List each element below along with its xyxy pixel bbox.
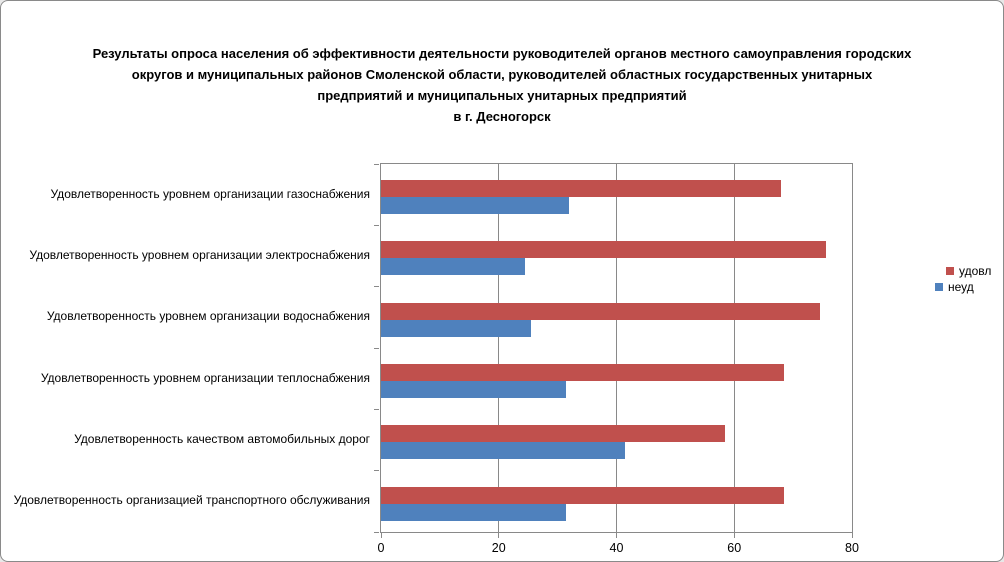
x-tick-label: 40 (609, 541, 624, 555)
y-tick-mark (374, 225, 379, 226)
gridline (616, 164, 617, 532)
legend (935, 263, 991, 295)
legend-item (946, 263, 991, 279)
chart-title-line: предприятий и муниципальных унитарных предприятий (317, 88, 687, 103)
bar-удовл (381, 180, 781, 197)
bar-неуд (381, 442, 625, 459)
legend-label: удовл (959, 264, 992, 278)
legend-label: неуд (948, 280, 974, 294)
legend-swatch (935, 283, 943, 291)
category-axis-labels (3, 163, 374, 531)
bar-неуд (381, 197, 569, 214)
y-tick-mark (374, 532, 379, 533)
gridline (734, 164, 735, 532)
bar-неуд (381, 320, 531, 337)
bar-удовл (381, 425, 725, 442)
category-label: Удовлетворенность качеством автомобильных дорог (74, 431, 370, 446)
bar-удовл (381, 364, 784, 381)
chart-title-line: Результаты опроса населения об эффективности деятельности руководителей органов местного самоуправления городских (92, 46, 912, 61)
x-tick-label: 60 (727, 541, 742, 555)
bar-удовл (381, 303, 820, 320)
bar-удовл (381, 487, 784, 504)
y-tick-mark (374, 470, 379, 471)
legend-swatch (946, 267, 954, 275)
category-label: Удовлетворенность уровнем организации электроснабжения (29, 247, 370, 262)
x-tick-mark (734, 533, 735, 538)
category-label: Удовлетворенность уровнем организации газоснабжения (50, 186, 370, 201)
bar-удовл (381, 241, 826, 258)
plot-area (377, 163, 859, 555)
y-tick-mark (374, 164, 379, 165)
legend-item (935, 279, 991, 295)
x-tick-mark (852, 533, 853, 538)
category-label: Удовлетворенность организацией транспортного обслуживания (13, 493, 370, 508)
chart-title (1, 43, 1003, 127)
chart-title-line: округов и муниципальных районов Смоленской области, руководителей областных государственных унитарных (131, 67, 873, 82)
x-tick-mark (381, 533, 382, 538)
gridline (498, 164, 499, 532)
y-tick-mark (374, 409, 379, 410)
y-tick-mark (374, 348, 379, 349)
category-label: Удовлетворенность уровнем организации теплоснабжения (40, 370, 370, 385)
x-tick-label: 80 (845, 541, 859, 555)
y-tick-mark (374, 286, 379, 287)
bar-неуд (381, 258, 525, 275)
x-tick-mark (498, 533, 499, 538)
x-tick-label: 0 (377, 541, 385, 555)
x-tick-label: 20 (491, 541, 506, 555)
category-label: Удовлетворенность уровнем организации водоснабжения (46, 309, 370, 324)
chart-title-line: в г. Десногорск (453, 109, 551, 124)
bar-неуд (381, 504, 566, 521)
x-tick-mark (616, 533, 617, 538)
bar-неуд (381, 381, 566, 398)
